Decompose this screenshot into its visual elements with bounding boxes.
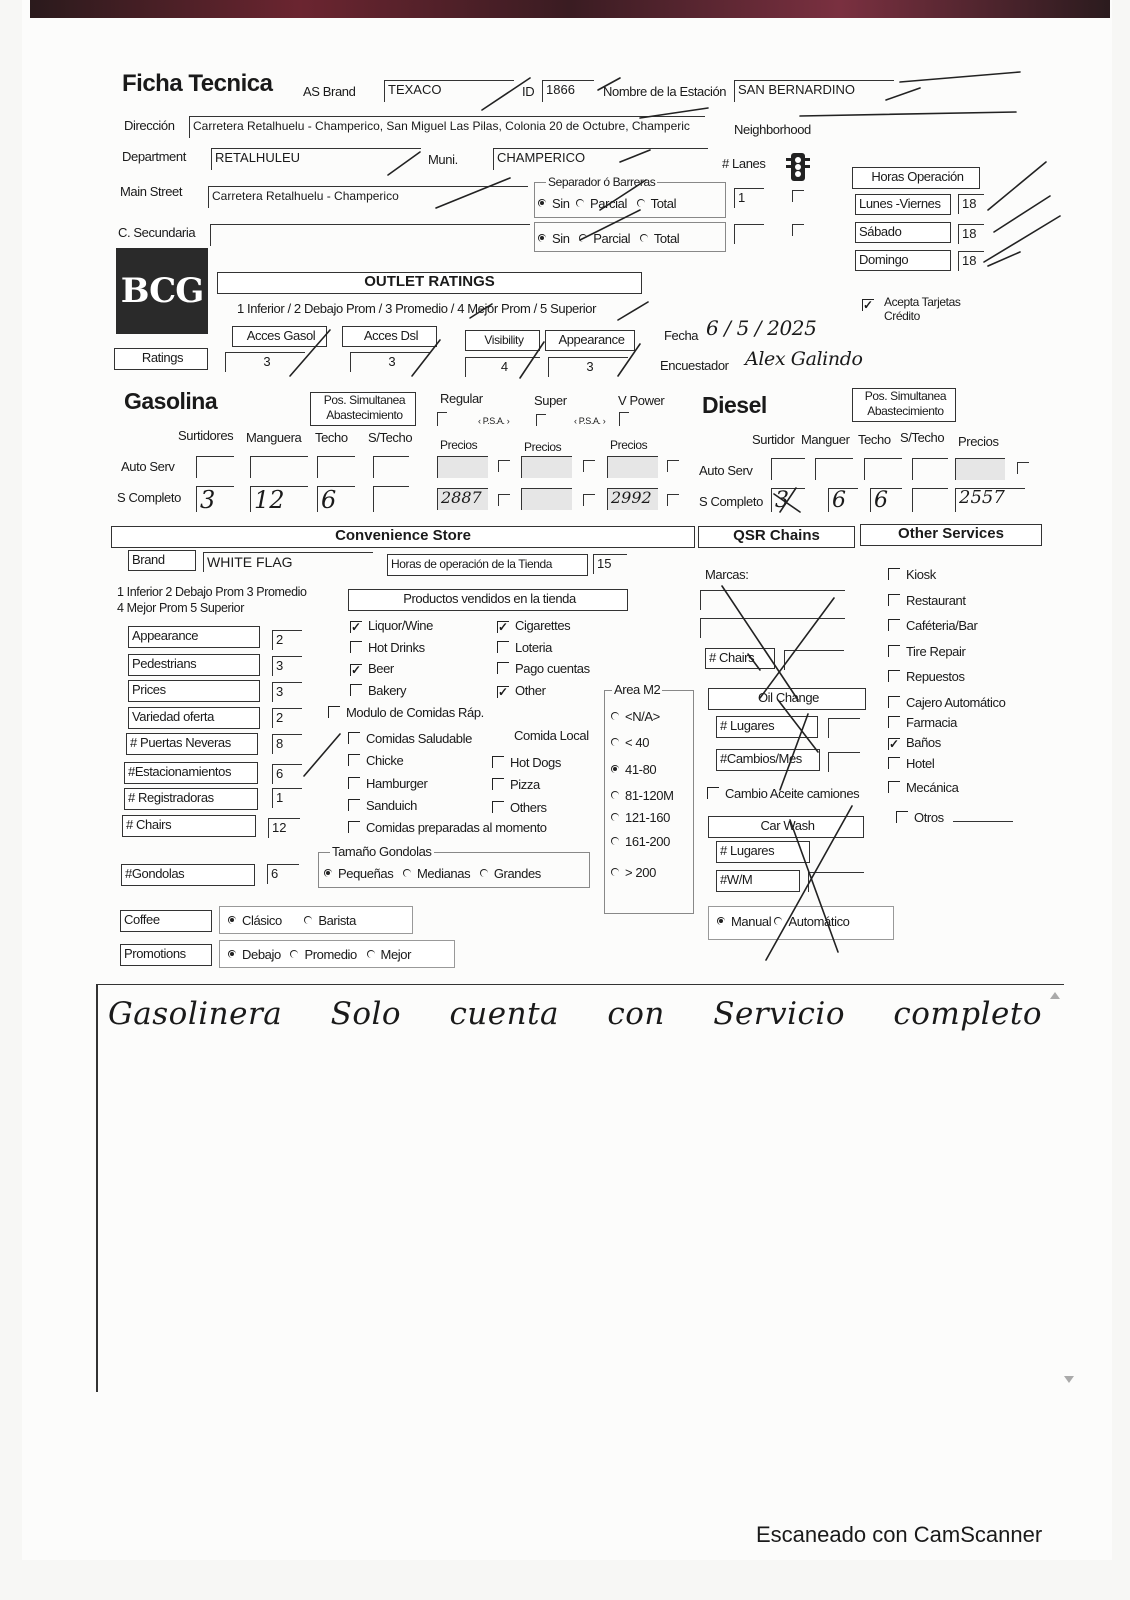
service-farmacia: Farmacia <box>906 715 957 730</box>
oil-change-label: Oil Change <box>708 688 866 710</box>
marcas-label: Marcas: <box>705 567 749 582</box>
diesel-col-techo: Techo <box>858 432 891 447</box>
parcial-radio-2[interactable] <box>579 234 587 242</box>
grandes-radio[interactable] <box>480 869 488 877</box>
metric-estacionamientos-label: #Estacionamientos <box>124 762 258 784</box>
ratings-scale: 1 Inferior / 2 Debajo Prom / 3 Promedio / 4 Mejor Prom / 5 Superior <box>237 301 597 316</box>
product-hot-drinks: Hot Drinks <box>368 639 425 655</box>
cs-brand-field[interactable]: WHITE FLAG <box>203 552 373 572</box>
wm-field[interactable] <box>808 872 864 892</box>
otros-checkbox[interactable] <box>896 811 908 823</box>
diesel-completo-label: S Completo <box>699 494 763 509</box>
secondary-field[interactable] <box>210 224 530 246</box>
preparadas-checkbox[interactable] <box>348 821 360 833</box>
hamburger-checkbox[interactable] <box>348 777 360 789</box>
visibility-value[interactable]: 4 <box>465 357 540 377</box>
cigarettes-checkbox[interactable]: ✓ <box>498 620 508 634</box>
fecha-value[interactable]: 6 / 5 / 2025 <box>706 316 817 340</box>
metric-registradoras-label: # Registradoras <box>124 788 258 810</box>
gas-completo-manguera[interactable]: 12 <box>250 486 308 512</box>
area-na: <N/A> <box>625 709 660 724</box>
gas-auto-vpower-check[interactable] <box>667 460 679 472</box>
gas-completo-techo[interactable]: 6 <box>317 486 355 512</box>
service-tire-repair: Tire Repair <box>906 643 966 659</box>
cs-scale-1: 1 Inferior 2 Debajo Prom 3 Promedio <box>117 585 307 599</box>
diesel-completo-price[interactable]: 2557 <box>955 488 1025 512</box>
gas-col-manguera: Manguera <box>246 430 302 445</box>
restaurant-checkbox[interactable] <box>888 594 900 606</box>
diesel-col-stecho: S/Techo <box>900 430 945 445</box>
hours-title: Horas Operación <box>852 167 980 189</box>
area-81-120-radio[interactable] <box>611 791 619 799</box>
notes-left-rule <box>96 984 98 1392</box>
products-left-list <box>350 615 433 701</box>
form-title: Ficha Tecnica <box>122 70 273 97</box>
super-psa: ‹ P.S.A. › <box>574 416 606 426</box>
cs-hours-label: Horas de operación de la Tienda <box>387 554 588 576</box>
promotions-label: Promotions <box>120 944 212 966</box>
area-40-radio[interactable] <box>611 738 619 746</box>
diesel-completo-techo[interactable]: 6 <box>870 488 902 512</box>
camiones-label: Cambio Aceite camiones <box>725 786 860 801</box>
area-41-80-radio[interactable] <box>611 765 619 773</box>
lanes-check-2[interactable] <box>792 224 804 236</box>
main-street-label: Main Street <box>120 184 183 199</box>
separador-row1 <box>538 196 676 211</box>
diesel-completo-surtidor[interactable]: 3 <box>771 488 805 512</box>
oil-lugares-field[interactable] <box>828 718 860 738</box>
gas-auto-super-check[interactable] <box>583 460 595 472</box>
product-beer: Beer <box>368 661 394 676</box>
gondola-size-title: Tamaño Gondolas <box>332 844 432 859</box>
promo-promedio: Promedio <box>304 947 357 962</box>
comidas-right-list <box>492 752 561 819</box>
products-title: Productos vendidos en la tienda <box>348 589 628 611</box>
comidas-preparadas: Comidas preparadas al momento <box>366 820 547 835</box>
pago-cuentas-checkbox[interactable] <box>497 662 509 674</box>
service-cajero: Cajero Automático <box>906 694 1006 710</box>
oil-lugares-label: # Lugares <box>716 716 818 738</box>
wash-automatico: Automático <box>788 914 850 929</box>
gondola-size-options <box>324 866 541 881</box>
vpower-psa-check[interactable] <box>619 412 629 426</box>
lanes-field[interactable]: 1 <box>734 188 764 208</box>
coffee-barista: Barista <box>318 913 356 928</box>
comidas-title: Modulo de Comidas Ráp. <box>346 705 484 720</box>
gas-auto-manguera[interactable] <box>250 456 308 478</box>
gasolina-title: Gasolina <box>124 388 218 414</box>
area-121-160-radio[interactable] <box>611 813 619 821</box>
gas-auto-surtidores[interactable] <box>196 456 234 478</box>
coffee-options <box>228 913 356 928</box>
coffee-label: Coffee <box>120 910 212 932</box>
parcial-radio-1[interactable] <box>576 199 584 207</box>
metric-prices-value[interactable]: 3 <box>272 682 302 702</box>
gas-pos-label: Pos. Simultanea Abastecimiento <box>310 392 416 426</box>
metric-appearance-value[interactable]: 2 <box>272 630 302 650</box>
promotions-options <box>228 947 411 962</box>
direccion-field[interactable]: Carretera Retalhuelu - Champerico, San Miguel Las Pilas, Colonia 20 de Octubre, Champeric <box>189 116 705 138</box>
ratings-title: OUTLET RATINGS <box>217 272 642 294</box>
bcg-logo: BCG <box>116 248 208 334</box>
convenience-title: Convenience Store <box>111 526 695 548</box>
product-pago-cuentas: Pago cuentas <box>515 661 590 676</box>
medianas-radio[interactable] <box>403 869 411 877</box>
pizza-checkbox[interactable] <box>492 778 504 790</box>
beer-checkbox[interactable]: ✓ <box>351 663 361 677</box>
hot-dogs-checkbox[interactable] <box>492 756 504 768</box>
muni-label: Muni. <box>428 152 458 167</box>
weekday-label: Lunes -Viernes <box>855 194 951 215</box>
diesel-title: Diesel <box>702 392 767 418</box>
comida-chicken: Chicke <box>366 753 404 769</box>
diesel-col-manguer: Manguer <box>801 432 850 447</box>
service-banos: Baños <box>906 734 941 750</box>
service-hotel: Hotel <box>906 756 935 771</box>
service-restaurant: Restaurant <box>906 592 966 608</box>
cambios-label: #Cambios/Mes <box>716 749 820 771</box>
metric-puertas-value[interactable]: 8 <box>272 734 302 754</box>
metric-variedad-label: Variedad oferta <box>128 707 260 729</box>
id-field[interactable]: 1866 <box>542 80 594 102</box>
marca-field-2[interactable] <box>700 618 845 638</box>
comidas-title-row <box>328 705 484 720</box>
metric-estacionamientos-value[interactable]: 6 <box>272 764 302 784</box>
tarjetas-row <box>862 295 972 323</box>
super-precios-label: Precios <box>524 440 562 454</box>
sin-label-1: Sin <box>552 196 570 211</box>
comida-local-label: Comida Local <box>514 728 589 743</box>
comidas-left-list <box>348 728 472 817</box>
metric-chairs-label: # Chairs <box>122 815 256 837</box>
notes-text: Gasolinera Solo cuenta con Servicio completo <box>108 996 1042 1032</box>
ratings-label: Ratings <box>114 348 208 370</box>
main-street-field[interactable]: Carretera Retalhuelu - Champerico <box>208 186 528 208</box>
saturday-label: Sábado <box>855 222 951 243</box>
other-services-title: Other Services <box>860 524 1042 546</box>
super-label: Super <box>534 393 567 408</box>
metric-registradoras-value[interactable]: 1 <box>272 788 302 808</box>
promo-mejor: Mejor <box>380 947 412 962</box>
diesel-auto-surtidor[interactable] <box>771 458 805 480</box>
vpower-precios-label: Precios <box>610 438 648 452</box>
repuestos-checkbox[interactable] <box>888 670 900 682</box>
scan-top-band <box>30 0 1110 18</box>
products-right-list <box>497 615 590 701</box>
cambios-field[interactable] <box>828 752 860 772</box>
gas-completo-vpower-check[interactable] <box>667 494 679 506</box>
gas-col-techo: Techo <box>315 430 348 445</box>
area-na-radio[interactable] <box>611 712 619 720</box>
marca-field-1[interactable] <box>700 590 845 610</box>
metric-chairs-value[interactable]: 12 <box>268 818 300 838</box>
area-81-120: 81-120M <box>625 787 674 803</box>
gas-col-stecho: S/Techo <box>368 430 413 445</box>
diesel-auto-check[interactable] <box>1017 462 1029 474</box>
gas-completo-regular-check[interactable] <box>498 494 510 506</box>
size-grandes: Grandes <box>493 866 541 881</box>
gas-completo-label: S Completo <box>117 490 181 505</box>
gas-completo-super-price[interactable] <box>521 488 572 510</box>
service-mecanica: Mecánica <box>906 779 959 795</box>
saturday-hours[interactable]: 18 <box>958 224 984 244</box>
diesel-auto-stecho[interactable] <box>912 458 948 480</box>
acces-gasol-value[interactable]: 3 <box>225 352 305 372</box>
manual-radio[interactable] <box>717 917 725 925</box>
mecanica-checkbox[interactable] <box>888 781 900 793</box>
cs-brand-label: Brand <box>128 550 196 571</box>
promedio-radio[interactable] <box>290 950 298 958</box>
hot-drinks-checkbox[interactable] <box>350 641 362 653</box>
diesel-pos-label: Pos. Simultanea Abastecimiento <box>852 388 956 422</box>
notes-area[interactable] <box>108 996 1058 1376</box>
station-label: Nombre de la Estación <box>603 84 727 99</box>
mejor-radio[interactable] <box>367 950 375 958</box>
camiones-checkbox[interactable] <box>707 787 719 799</box>
wash-manual: Manual <box>731 914 772 929</box>
saludable-checkbox[interactable] <box>348 732 360 744</box>
station-field[interactable]: SAN BERNARDINO <box>734 80 894 102</box>
cs-hours-field[interactable]: 15 <box>593 554 627 574</box>
sunday-hours[interactable]: 18 <box>958 251 984 271</box>
total-radio-2[interactable] <box>640 234 648 242</box>
cajero-checkbox[interactable] <box>888 696 900 708</box>
vpower-label: V Power <box>618 393 665 408</box>
camiones-row <box>707 786 859 801</box>
department-label: Department <box>122 149 186 164</box>
total-radio-1[interactable] <box>637 199 645 207</box>
area-200-radio[interactable] <box>611 868 619 876</box>
diesel-auto-manguer[interactable] <box>815 458 853 480</box>
area-40: < 40 <box>625 735 650 751</box>
qsr-chairs-label: # Chairs <box>705 648 775 669</box>
gas-col-surtidores: Surtidores <box>178 428 234 443</box>
acces-dsl-value[interactable]: 3 <box>350 352 430 372</box>
comida-sanduich: Sanduich <box>366 797 418 813</box>
diesel-precios-label: Precios <box>958 434 999 449</box>
service-cafeteria: Caféteria/Bar <box>906 618 978 633</box>
area-200: > 200 <box>625 864 656 880</box>
acces-dsl-label: Acces Dsl <box>342 326 437 347</box>
product-cigarettes: Cigarettes <box>515 618 571 633</box>
tarjetas-label: Acepta Tarjetas Crédito <box>884 295 961 323</box>
service-kiosk: Kiosk <box>906 567 936 582</box>
weekday-hours[interactable]: 18 <box>958 194 984 214</box>
gondolas-label: #Gondolas <box>121 864 255 886</box>
total-label-1: Total <box>650 196 677 211</box>
regular-precios-label: Precios <box>440 438 478 452</box>
gas-auto-regular-price[interactable] <box>437 456 488 478</box>
traffic-light-icon <box>786 152 810 182</box>
farmacia-checkbox[interactable] <box>888 716 900 728</box>
gas-auto-vpower-price[interactable] <box>607 456 658 478</box>
regular-psa: ‹ P.S.A. › <box>478 416 510 426</box>
comidas-checkbox[interactable] <box>328 706 340 718</box>
debajo-radio[interactable] <box>228 950 236 958</box>
area-title: Area M2 <box>614 682 661 697</box>
liquor-checkbox[interactable]: ✓ <box>351 620 361 634</box>
gas-auto-stecho[interactable] <box>373 456 409 478</box>
area-121-160: 121-160 <box>625 810 670 826</box>
product-bakery: Bakery <box>368 682 407 698</box>
encuestador-label: Encuestador <box>660 358 729 373</box>
product-other: Other <box>515 682 546 698</box>
parcial-label-2: Parcial <box>593 231 631 246</box>
kiosk-checkbox[interactable] <box>888 568 900 580</box>
metric-puertas-label: # Puertas Neveras <box>126 733 258 755</box>
sin-radio-1[interactable] <box>538 199 546 207</box>
size-medianas: Medianas <box>417 866 471 881</box>
loteria-checkbox[interactable] <box>497 641 509 653</box>
car-wash-label: Car Wash <box>708 816 864 838</box>
cs-scale-2: 4 Mejor Prom 5 Superior <box>117 601 244 615</box>
diesel-auto-price[interactable] <box>955 458 1005 480</box>
automatico-radio[interactable] <box>774 917 782 925</box>
sunday-label: Domingo <box>855 250 951 271</box>
appearance-value[interactable]: 3 <box>548 357 628 377</box>
size-pequenas: Pequeñas <box>338 866 394 881</box>
wash-type-options <box>717 914 850 929</box>
lanes-label: # Lanes <box>722 156 766 171</box>
service-otros: Otros <box>914 810 944 825</box>
gas-auto-techo[interactable] <box>317 456 355 478</box>
others-comida-checkbox[interactable] <box>492 801 504 813</box>
gas-auto-super-price[interactable] <box>521 456 572 478</box>
clasico-radio[interactable] <box>228 916 236 924</box>
acces-gasol-label: Acces Gasol <box>232 326 327 347</box>
comida-pizza: Pizza <box>510 777 540 793</box>
product-liquor: Liquor/Wine <box>368 618 433 633</box>
area-161-200-radio[interactable] <box>611 837 619 845</box>
other-product-checkbox[interactable]: ✓ <box>498 684 508 699</box>
gas-completo-regular-price[interactable]: 2887 <box>437 488 488 510</box>
pequenas-radio[interactable] <box>324 869 332 877</box>
diesel-auto-label: Auto Serv <box>699 463 753 478</box>
otros-line <box>953 821 1013 822</box>
scroll-up-icon[interactable] <box>1050 992 1060 999</box>
hotel-checkbox[interactable] <box>888 757 900 769</box>
wash-lugares-label: # Lugares <box>716 841 810 863</box>
promo-debajo: Debajo <box>242 947 281 962</box>
chicken-checkbox[interactable] <box>348 754 360 766</box>
scroll-down-icon[interactable] <box>1064 1376 1074 1383</box>
gas-completo-super-check[interactable] <box>583 494 595 506</box>
direccion-label: Dirección <box>124 118 175 133</box>
regular-psa-check[interactable] <box>437 412 447 426</box>
muni-field[interactable]: CHAMPERICO <box>493 148 708 170</box>
metric-variedad-value[interactable]: 2 <box>272 708 302 728</box>
parcial-label-1: Parcial <box>590 196 627 211</box>
fecha-label: Fecha <box>664 328 699 343</box>
separador-row2 <box>538 231 679 246</box>
super-psa-check[interactable] <box>536 414 546 426</box>
area-41-80: 41-80 <box>625 761 657 777</box>
encuestador-value[interactable]: Alex Galindo <box>745 348 863 370</box>
banos-checkbox[interactable]: ✓ <box>889 736 899 751</box>
gondolas-value[interactable]: 6 <box>267 864 299 884</box>
metric-pedestrians-label: Pedestrians <box>128 654 260 676</box>
metric-prices-label: Prices <box>128 680 260 702</box>
product-loteria: Loteria <box>515 639 552 655</box>
separador-title: Separador ó Barreras <box>548 175 656 189</box>
notes-top-rule <box>96 984 1064 985</box>
gas-completo-vpower-price[interactable]: 2992 <box>607 488 658 510</box>
gas-auto-label: Auto Serv <box>121 459 175 474</box>
metric-appearance-label: Appearance <box>128 626 260 648</box>
metric-pedestrians-value[interactable]: 3 <box>272 656 302 676</box>
brand-field[interactable]: TEXACO <box>384 80 514 102</box>
total-label-2: Total <box>653 231 680 246</box>
tarjetas-checkbox[interactable]: ✓ <box>863 298 873 312</box>
lanes-check-1[interactable] <box>792 190 804 202</box>
diesel-col-surtidor: Surtidor <box>752 432 795 447</box>
diesel-completo-stecho[interactable] <box>912 488 948 512</box>
comida-saludable: Comidas Saludable <box>366 731 472 746</box>
id-label: ID <box>522 84 535 99</box>
cafeteria-checkbox[interactable] <box>888 619 900 631</box>
sin-label-2: Sin <box>552 231 570 246</box>
sin-radio-2[interactable] <box>538 234 546 242</box>
gas-completo-stecho[interactable] <box>373 486 409 512</box>
camscanner-watermark: Escaneado con CamScanner <box>756 1522 1043 1547</box>
diesel-completo-manguer[interactable]: 6 <box>828 488 858 512</box>
gas-completo-surtidores[interactable]: 3 <box>196 486 234 512</box>
wm-label: #W/M <box>716 870 800 892</box>
tire-repair-checkbox[interactable] <box>888 645 900 657</box>
area-161-200: 161-200 <box>625 834 670 850</box>
coffee-clasico: Clásico <box>242 913 282 928</box>
secondary-label: C. Secundaria <box>118 225 196 240</box>
qsr-chairs-field[interactable] <box>784 650 844 670</box>
regular-label: Regular <box>440 391 483 406</box>
service-repuestos: Repuestos <box>906 669 965 684</box>
diesel-auto-techo[interactable] <box>864 458 902 480</box>
appearance-label: Appearance <box>545 330 635 351</box>
comida-others: Others <box>510 799 547 815</box>
comida-hamburger: Hamburger <box>366 775 428 791</box>
barista-radio[interactable] <box>304 916 312 924</box>
department-field[interactable]: RETALHULEU <box>211 148 421 170</box>
brand-label: AS Brand <box>303 84 356 99</box>
bakery-checkbox[interactable] <box>350 684 362 696</box>
sanduich-checkbox[interactable] <box>348 799 360 811</box>
gas-auto-regular-check[interactable] <box>498 460 510 472</box>
qsr-title: QSR Chains <box>698 526 855 548</box>
other-services-list <box>888 562 1013 832</box>
neighborhood-label: Neighborhood <box>734 122 811 137</box>
area-options <box>611 704 674 886</box>
comida-hot-dogs: Hot Dogs <box>510 755 561 770</box>
visibility-label: Visibility <box>465 330 540 351</box>
lanes-field-2[interactable] <box>734 224 764 244</box>
comidas-preparadas-row <box>348 820 547 835</box>
